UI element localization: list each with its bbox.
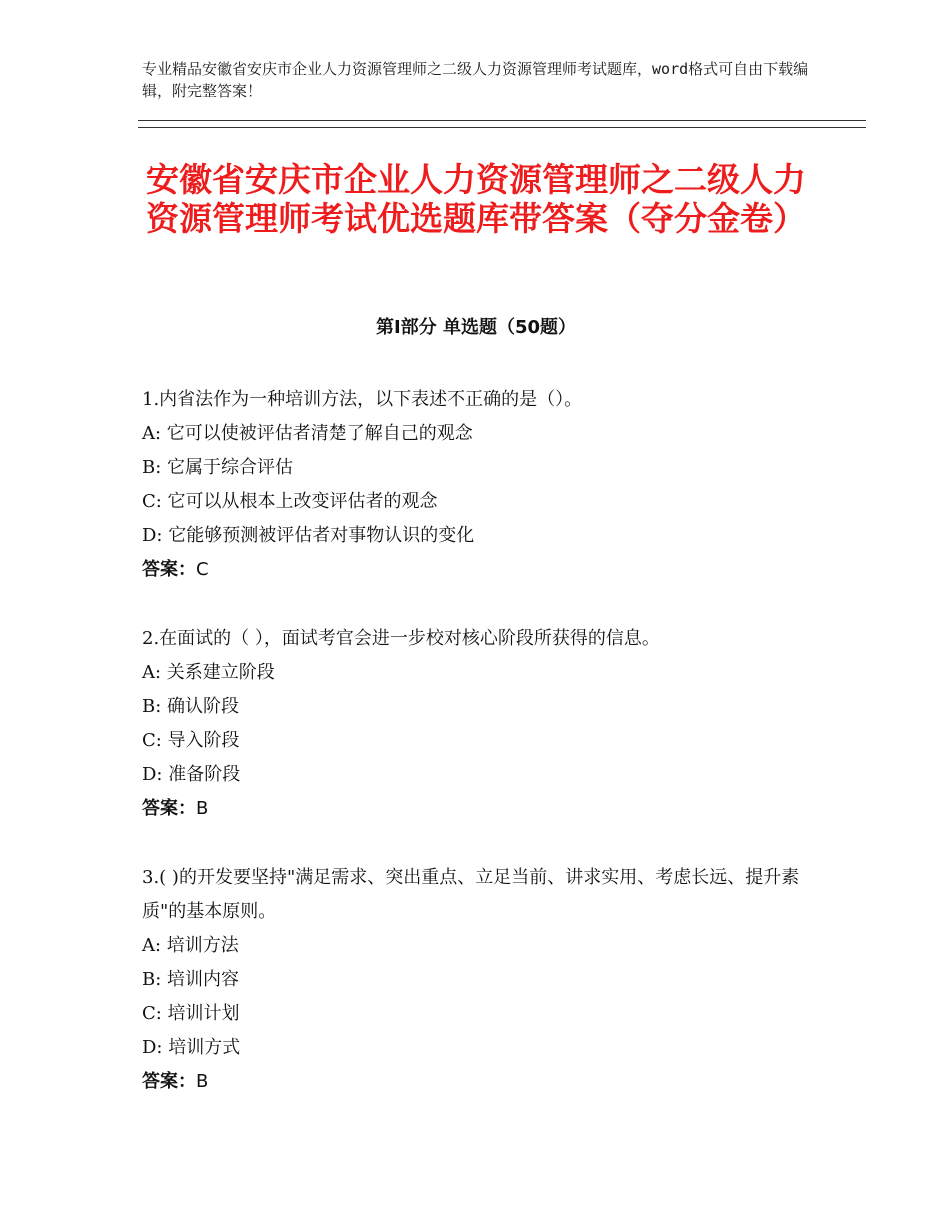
answer-label: 答案：	[142, 559, 196, 580]
option-a: A: 培训方法	[142, 935, 239, 956]
question-block	[142, 861, 832, 1099]
question-block	[142, 622, 832, 826]
answer-value: B	[196, 798, 209, 819]
option-b: B: 培训内容	[142, 969, 240, 990]
section-title: 第Ⅰ部分 单选题（50题）	[375, 317, 576, 338]
header-divider	[138, 120, 866, 128]
option-c: C: 培训计划	[142, 1003, 240, 1024]
option-a: A: 关系建立阶段	[142, 662, 275, 683]
question-stem: 3.( )的开发要坚持"满足需求、突出重点、立足当前、讲求实用、考虑长远、提升素质"的基本原则。	[142, 867, 800, 922]
option-d: D: 它能够预测被评估者对事物认识的变化	[142, 525, 475, 546]
question-stem: 1.内省法作为一种培训方法，以下表述不正确的是（）。	[142, 389, 583, 410]
answer-line	[142, 553, 832, 587]
answer-value: B	[196, 1071, 209, 1092]
option-c: C: 导入阶段	[142, 730, 240, 751]
question-block	[142, 383, 832, 587]
option-a: A: 它可以使被评估者清楚了解自己的观念	[142, 423, 473, 444]
answer-line	[142, 792, 832, 826]
answer-value: C	[196, 559, 209, 580]
header-note: 专业精品安徽省安庆市企业人力资源管理师之二级人力资源管理师考试题库，word格式可自由下载编辑，附完整答案！	[142, 60, 809, 100]
question-stem: 2.在面试的（ ），面试考官会进一步校对核心阶段所获得的信息。	[142, 628, 660, 649]
option-d: D: 培训方式	[142, 1037, 241, 1058]
option-b: B: 它属于综合评估	[142, 457, 294, 478]
document-title: 安徽省安庆市企业人力资源管理师之二级人力资源管理师考试优选题库带答案（夺分金卷）	[146, 160, 806, 238]
option-d: D: 准备阶段	[142, 764, 241, 785]
option-b: B: 确认阶段	[142, 696, 240, 717]
answer-label: 答案：	[142, 798, 196, 819]
answer-label: 答案：	[142, 1071, 196, 1092]
option-c: C: 它可以从根本上改变评估者的观念	[142, 491, 438, 512]
answer-line	[142, 1065, 832, 1099]
